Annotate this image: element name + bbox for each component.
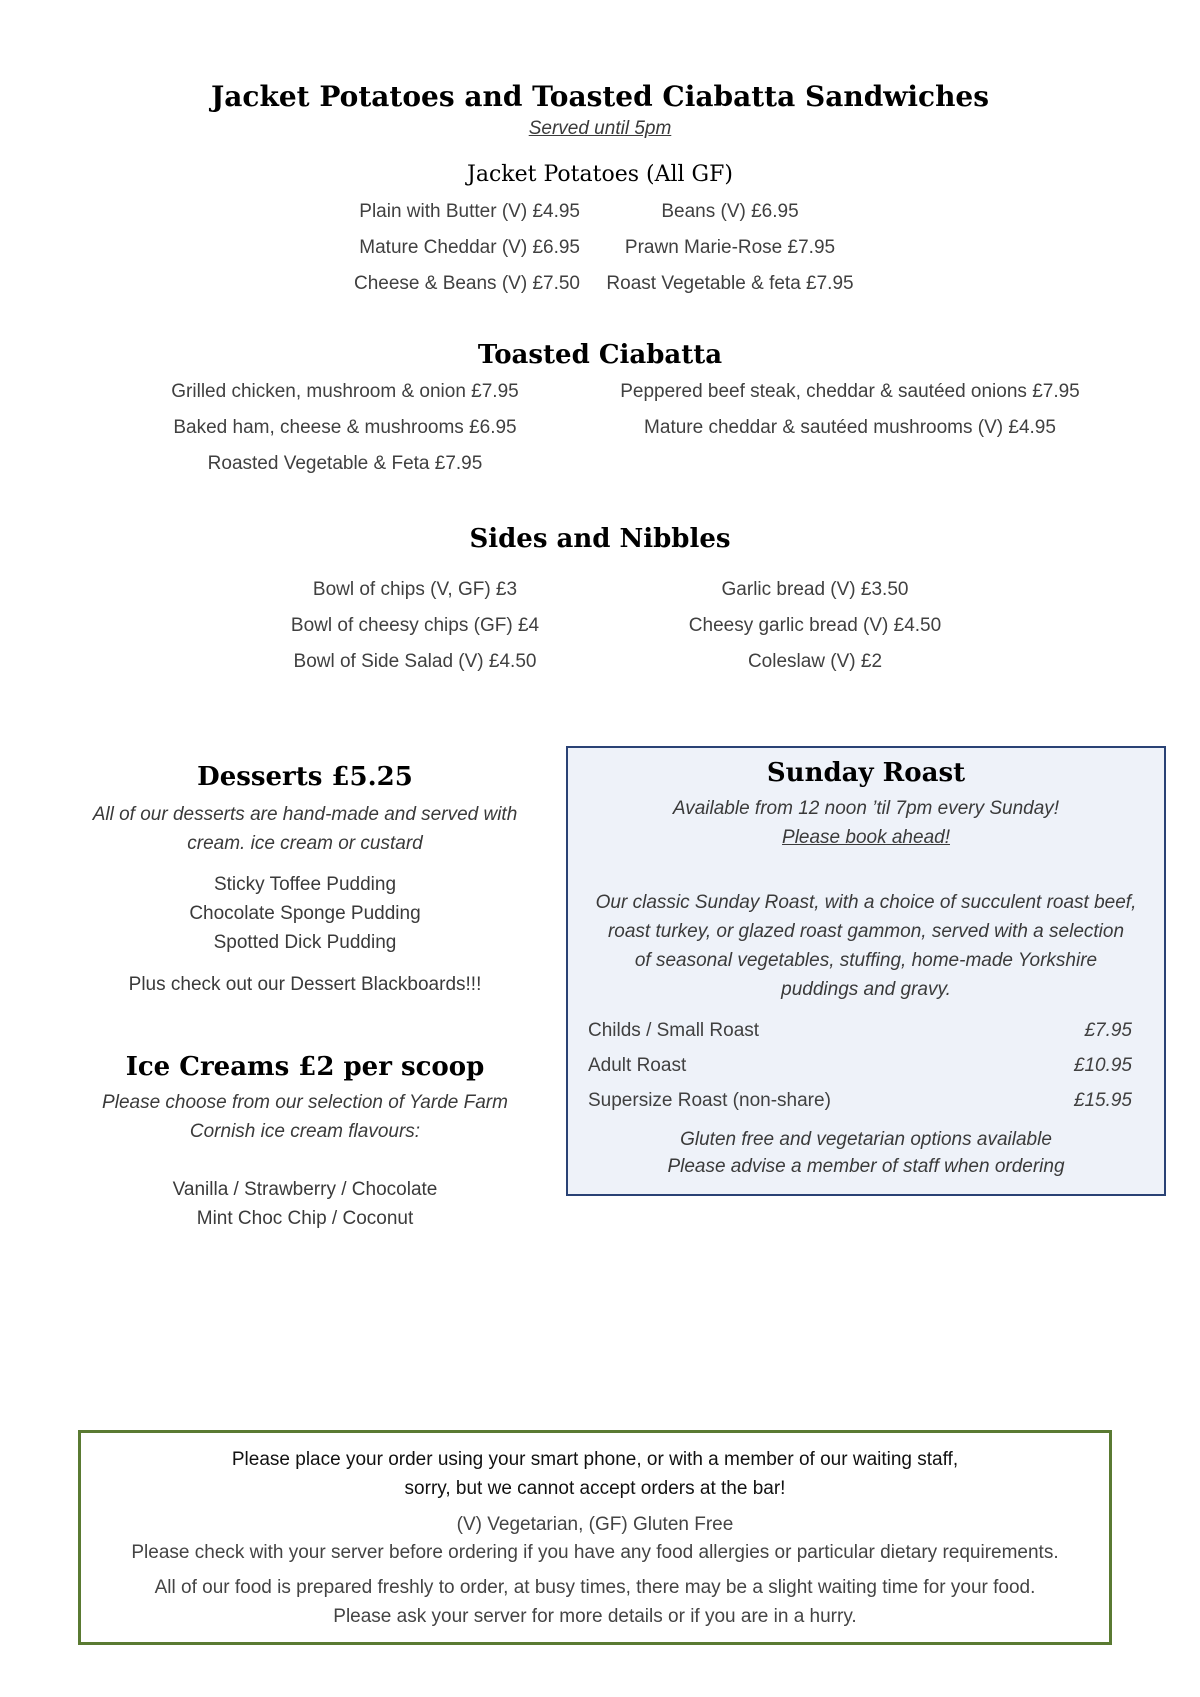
book-ahead: Please book ahead! [782, 827, 950, 848]
roast-price-row [588, 1055, 1144, 1077]
roast-price-row [588, 1090, 1144, 1112]
menu-item: Baked ham, cheese & mushrooms £6.95 [173, 417, 517, 438]
dessert-item: Spotted Dick Pudding [213, 932, 397, 953]
notice-line: Please ask your server for more details or if you are in a hurry. [333, 1606, 857, 1627]
sunday-roast-box [566, 746, 1166, 1196]
ice-cream-flavours [40, 1175, 570, 1233]
roast-note-line: Please advise a member of staff when ordering [667, 1156, 1065, 1177]
roast-dietary-note [568, 1126, 1164, 1180]
ice-creams-intro-line: Cornish ice cream flavours: [189, 1121, 421, 1142]
jacket-potatoes-left-list [300, 194, 580, 302]
flavour-line: Vanilla / Strawberry / Chocolate [172, 1179, 438, 1200]
menu-item: Plain with Butter (V) £4.95 [359, 201, 580, 222]
menu-item: Mature cheddar & sautéed mushrooms (V) £4.95 [644, 417, 1056, 438]
flavour-line: Mint Choc Chip / Coconut [196, 1208, 414, 1229]
preparation-note [81, 1573, 1109, 1631]
desserts-intro [40, 800, 570, 858]
menu-item: Cheese & Beans (V) £7.50 [353, 273, 580, 294]
dessert-item: Sticky Toffee Pudding [213, 874, 397, 895]
ice-creams-intro [40, 1088, 570, 1146]
desserts-heading: Desserts £5.25 [197, 762, 413, 792]
notice-line: Please place your order using your smart phone, or with a member of our waiting staff, [231, 1449, 959, 1470]
jacket-potatoes-right-list [590, 194, 870, 302]
ordering-notice-box [78, 1430, 1112, 1645]
roast-option-price: £10.95 [1073, 1055, 1132, 1076]
menu-item: Bowl of Side Salad (V) £4.50 [293, 651, 537, 672]
desserts-intro-line: cream. ice cream or custard [187, 833, 423, 854]
ice-creams-heading: Ice Creams £2 per scoop [125, 1052, 485, 1082]
sides-right-list [670, 572, 960, 680]
notice-line: All of our food is prepared freshly to order, at busy times, there may be a slight waiting time for your food. [154, 1577, 1036, 1598]
roast-option-label: Supersize Roast (non-share) [588, 1090, 831, 1111]
menu-item: Prawn Marie-Rose £7.95 [624, 237, 836, 258]
roast-description-line: of seasonal vegetables, stuffing, home-made Yorkshire [634, 950, 1098, 971]
desserts-intro-line: All of our desserts are hand-made and served with [92, 804, 518, 825]
desserts-list [40, 870, 570, 957]
menu-item: Bowl of chips (V, GF) £3 [312, 579, 518, 600]
jacket-potatoes-heading: Jacket Potatoes (All GF) [467, 162, 733, 187]
roast-description [568, 888, 1164, 1004]
roast-option-label: Adult Roast [588, 1055, 687, 1076]
roast-price-row [588, 1020, 1144, 1042]
menu-item: Roast Vegetable & feta £7.95 [606, 273, 854, 294]
menu-item: Mature Cheddar (V) £6.95 [359, 237, 580, 258]
dessert-item: Chocolate Sponge Pudding [189, 903, 421, 924]
roast-option-price: £15.95 [1073, 1090, 1132, 1111]
ordering-instructions [81, 1445, 1109, 1503]
sides-heading: Sides and Nibbles [469, 524, 731, 554]
menu-item: Peppered beef steak, cheddar & sautéed onions £7.95 [620, 381, 1080, 402]
dessert-blackboard-note: Plus check out our Dessert Blackboards!!! [128, 974, 482, 995]
menu-item: Garlic bread (V) £3.50 [721, 579, 909, 600]
roast-option-price: £7.95 [1084, 1020, 1132, 1041]
sunday-roast-heading: Sunday Roast [766, 758, 966, 788]
roast-description-line: Our classic Sunday Roast, with a choice of succulent roast beef, [595, 892, 1137, 913]
notice-line: Please check with your server before ordering if you have any food allergies or particular dietary requirements. [131, 1542, 1059, 1563]
notice-line: (V) Vegetarian, (GF) Gluten Free [456, 1514, 734, 1535]
roast-description-line: puddings and gravy. [781, 979, 951, 1000]
toasted-ciabatta-heading: Toasted Ciabatta [477, 340, 723, 370]
menu-item: Cheesy garlic bread (V) £4.50 [688, 615, 942, 636]
sides-left-list [270, 572, 560, 680]
roast-note-line: Gluten free and vegetarian options available [680, 1129, 1052, 1150]
ice-creams-intro-line: Please choose from our selection of Yarde Farm [102, 1092, 508, 1113]
roast-description-line: roast turkey, or glazed roast gammon, served with a selection [607, 921, 1125, 942]
toasted-ciabatta-right-list [600, 374, 1100, 446]
menu-item: Coleslaw (V) £2 [747, 651, 883, 672]
dietary-key [81, 1511, 1109, 1567]
menu-item: Bowl of cheesy chips (GF) £4 [290, 615, 540, 636]
roast-availability: Available from 12 noon ’til 7pm every Sunday! [672, 798, 1060, 819]
roast-option-label: Childs / Small Roast [588, 1020, 760, 1041]
served-until: Served until 5pm [528, 118, 672, 139]
menu-item: Beans (V) £6.95 [661, 201, 799, 222]
menu-item: Grilled chicken, mushroom & onion £7.95 [171, 381, 519, 402]
main-title: Jacket Potatoes and Toasted Ciabatta Sandwiches [211, 80, 989, 113]
menu-item: Roasted Vegetable & Feta £7.95 [207, 453, 483, 474]
notice-line: sorry, but we cannot accept orders at the bar! [404, 1478, 786, 1499]
toasted-ciabatta-left-list [130, 374, 560, 482]
